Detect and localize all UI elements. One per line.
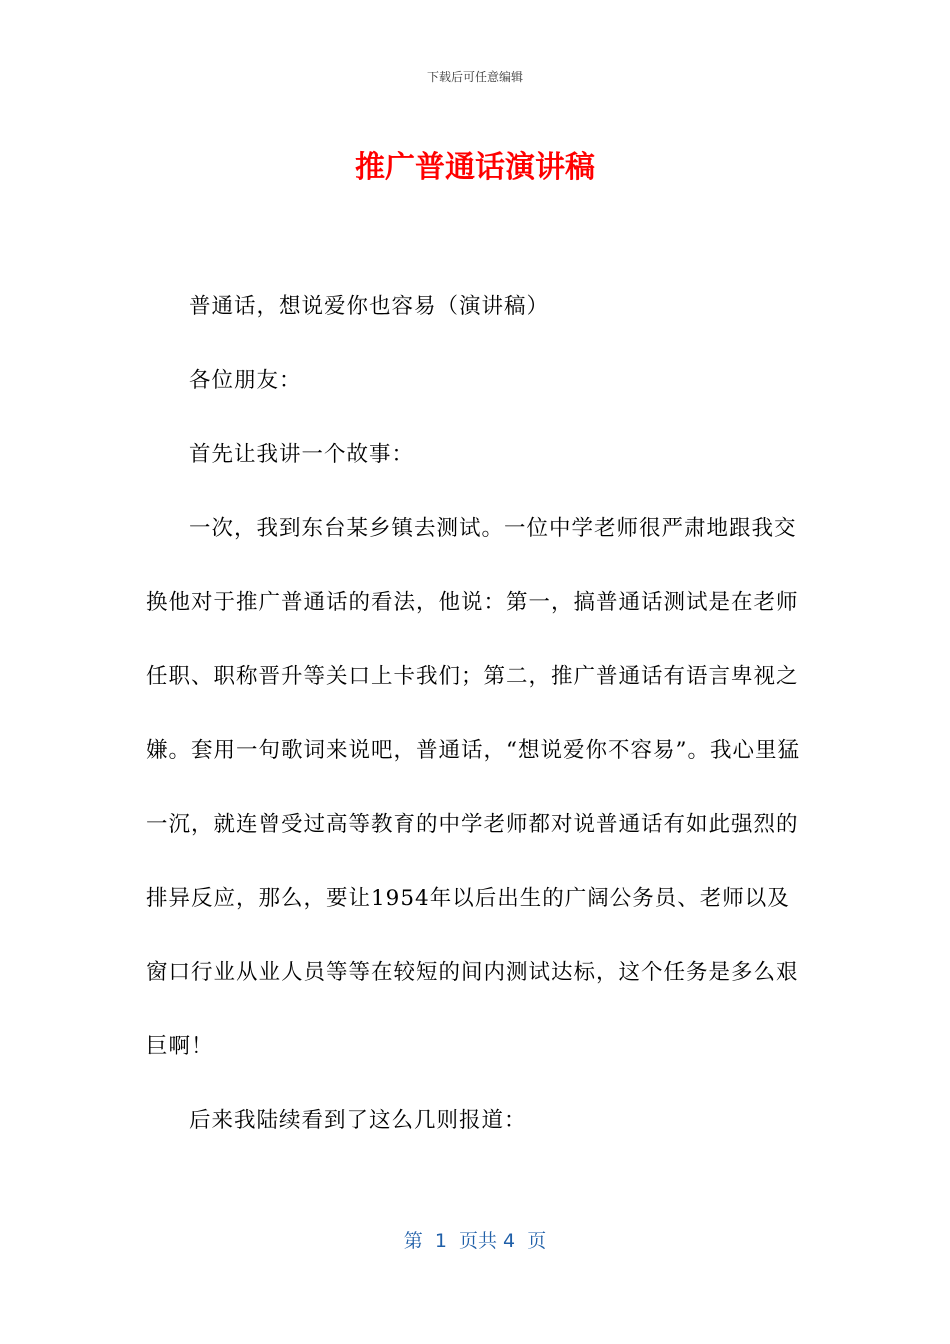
paragraph-story: 一次，我到东台某乡镇去测试。一位中学老师很严肃地跟我交换他对于推广普通话的看法，他说：第一，搞普通话测试是在老师任职、职称晋升等关口上卡我们；第二，推广普通话有语言卑视之嫌。套用一句歌词来说吧，普通话，“想说爱你不容易”。我心里猛一沉，就连曾受过高等教育的中学老师都对说普通话有如此强烈的排异反应，那么，要让1954年以后出生的广阔公务员、老师以及窗口行业从业人员等等在较短的间内测试达标，这个任务是多么艰巨啊！ (146, 516, 800, 1059)
header-note: 下载后可任意编辑 (426, 70, 523, 84)
document-body (146, 270, 802, 1158)
page-number-footer: 第 1 页共 4 页 (403, 1230, 547, 1252)
paragraph-greeting: 各位朋友： (189, 368, 302, 393)
document-title: 推广普通话演讲稿 (355, 150, 595, 185)
paragraph-reports: 后来我陆续看到了这么几则报道： (189, 1108, 527, 1133)
paragraph-intro: 首先让我讲一个故事： (189, 442, 415, 467)
paragraph-subtitle: 普通话，想说爱你也容易（演讲稿） (189, 294, 550, 319)
